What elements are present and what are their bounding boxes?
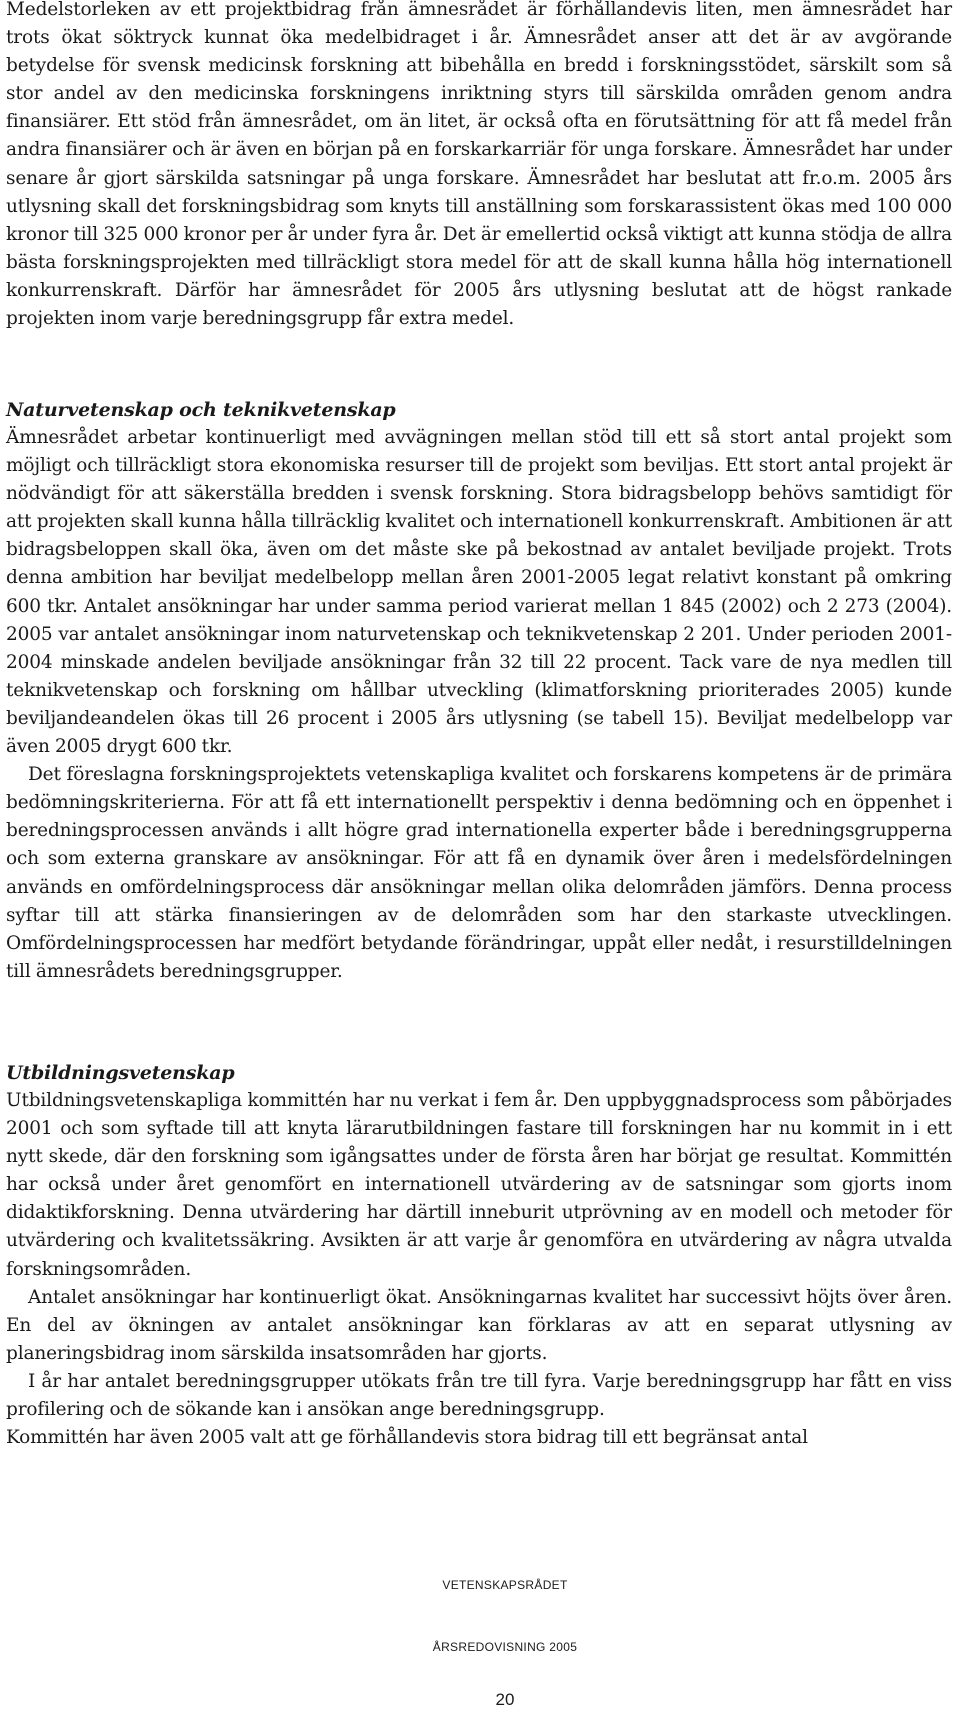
body-paragraph: Ämnesrådet arbetar kontinuerligt med avvägningen mellan stöd till ett så stort antal projekt som möjligt och tillräckligt stora ekonomiska resurser till de projekt som beviljas. Ett stort antal projekt är nödvändigt för att säkerställa bredden i svensk forskning. Stora bidragsbelopp behövs samtidigt för att projekten skall kunna hålla tillräcklig kvalitet och internationell konkurrenskraft. Ambitionen är att bidragsbeloppen skall öka, även om det måste ske på bekostnad av antalet beviljade projekt. Trots denna ambition har beviljat medelbelopp mellan åren 2001-2005 legat relativt konstant på omkring 600 tkr. Antalet ansökningar har under samma period varierat mellan 1 845 (2002) och 2 273 (2004). 2005 var antalet ansökningar inom naturvetenskap och teknikvetenskap 2 201. Under perioden 2001-2004 minskade andelen beviljade ansökningar från 32 till 22 procent. Tack vare de nya medlen till teknikvetenskap och forskning om hållbar utveckling (klimatforskning prioriterades 2005) kunde beviljandeandelen ökas till 26 procent i 2005 års utlysning (se tabell 15). Beviljat medelbelopp var även 2005 drygt 600 tkr. bbox=[6, 427, 952, 758]
section-natural-sciences-body bbox=[6, 424, 952, 986]
section-heading-natural-sciences: Naturvetenskap och teknikvetenskap bbox=[6, 399, 396, 421]
section-educational-sciences-body bbox=[6, 1087, 952, 1452]
body-paragraph: I år har antalet beredningsgrupper utökats från tre till fyra. Varje beredningsgrupp har fått en viss profilering och de sökande kan i ansökan ange beredningsgrupp. bbox=[6, 1370, 952, 1421]
footer-report-title: ÅRSREDOVISNING 2005 bbox=[432, 1640, 578, 1654]
section-heading-educational-sciences: Utbildningsvetenskap bbox=[6, 1062, 235, 1084]
body-paragraph: Det föreslagna forskningsprojektets vetenskapliga kvalitet och forskarens kompetens är de primära bedömningskriterierna. För att få ett internationellt perspektiv i denna bedömning och en öppenhet i beredningsprocessen används i allt högre grad internationella experter både i beredningsgrupperna och som externa granskare av ansökningar. För att få en dynamik över åren i medelsfördelningen används en omfördelningsprocess där ansökningar mellan olika delområden jämförs. Denna process syftar till att stärka finansieringen av de delområden som har den starkaste utvecklingen. Omfördelningsprocessen har medfört betydande förändringar, uppåt eller nedåt, i resurstilldelningen till ämnesrådets beredningsgrupper. bbox=[6, 764, 952, 982]
body-paragraph: Utbildningsvetenskapliga kommittén har nu verkat i fem år. Den uppbyggnadsprocess som påbörjades 2001 och som syftade till att knyta lärarutbildningen fastare till forskningen har nu kommit in i ett nytt skede, där den forskning som igångsattes under de första åren har börjat ge resultat. Kommittén har också under året genomfört en internationell utvärdering av de satsningar som gjorts inom didaktikforskning. Denna utvärdering har därtill inneburit utprövning av en modell och metoder för utvärdering och kvalitetssäkring. Avsikten är att varje år genomföra en utvärdering av några utvalda forskningsområden. bbox=[6, 1090, 952, 1280]
body-paragraph: Antalet ansökningar har kontinuerligt ökat. Ansökningarnas kvalitet har successivt höjts över åren. En del av ökningen av antalet ansökningar kan förklaras av att en separat utlysning av planeringsbidrag inom särskilda insatsområden har gjorts. bbox=[6, 1286, 952, 1364]
intro-paragraph: Medelstorleken av ett projektbidrag från ämnesrådet är förhållandevis liten, men ämnesrådet har trots ökat söktryck kunnat öka medelbidraget i år. Ämnesrådet anser att det är av avgörande betydelse för svensk medicinsk forskning att bibehålla en bredd i forskningsstödet, särskilt som så stor andel av den medicinska forskningens inriktning styrs till särskilda områden genom andra finansiärer. Ett stöd från ämnesrådet, om än litet, är också ofta en förutsättning för att få medel från andra finansiärer och är även en början på en forskarkarriär för unga forskare. Ämnesrådet har under senare år gjort särskilda satsningar på unga forskare. Ämnesrådet har beslutat att fr.o.m. 2005 års utlysning skall det forskningsbidrag som knyts till anställning som forskarassistent ökas med 100 000 kronor till 325 000 kronor per år under fyra år. Det är emellertid också viktigt att kunna stödja de allra bästa forskningsprojekten med tillräckligt stora medel för att de skall kunna hålla hög internationell konkurrenskraft. Därför har ämnesrådet för 2005 års utlysning beslutat att de högst rankade projekten inom varje beredningsgrupp får extra medel. bbox=[6, 0, 952, 330]
body-paragraph: Kommittén har även 2005 valt att ge förhållandevis stora bidrag till ett begränsat antal bbox=[6, 1427, 808, 1449]
page-number: 20 bbox=[495, 1690, 515, 1709]
footer-organization: VETENSKAPSRÅDET bbox=[442, 1578, 568, 1592]
